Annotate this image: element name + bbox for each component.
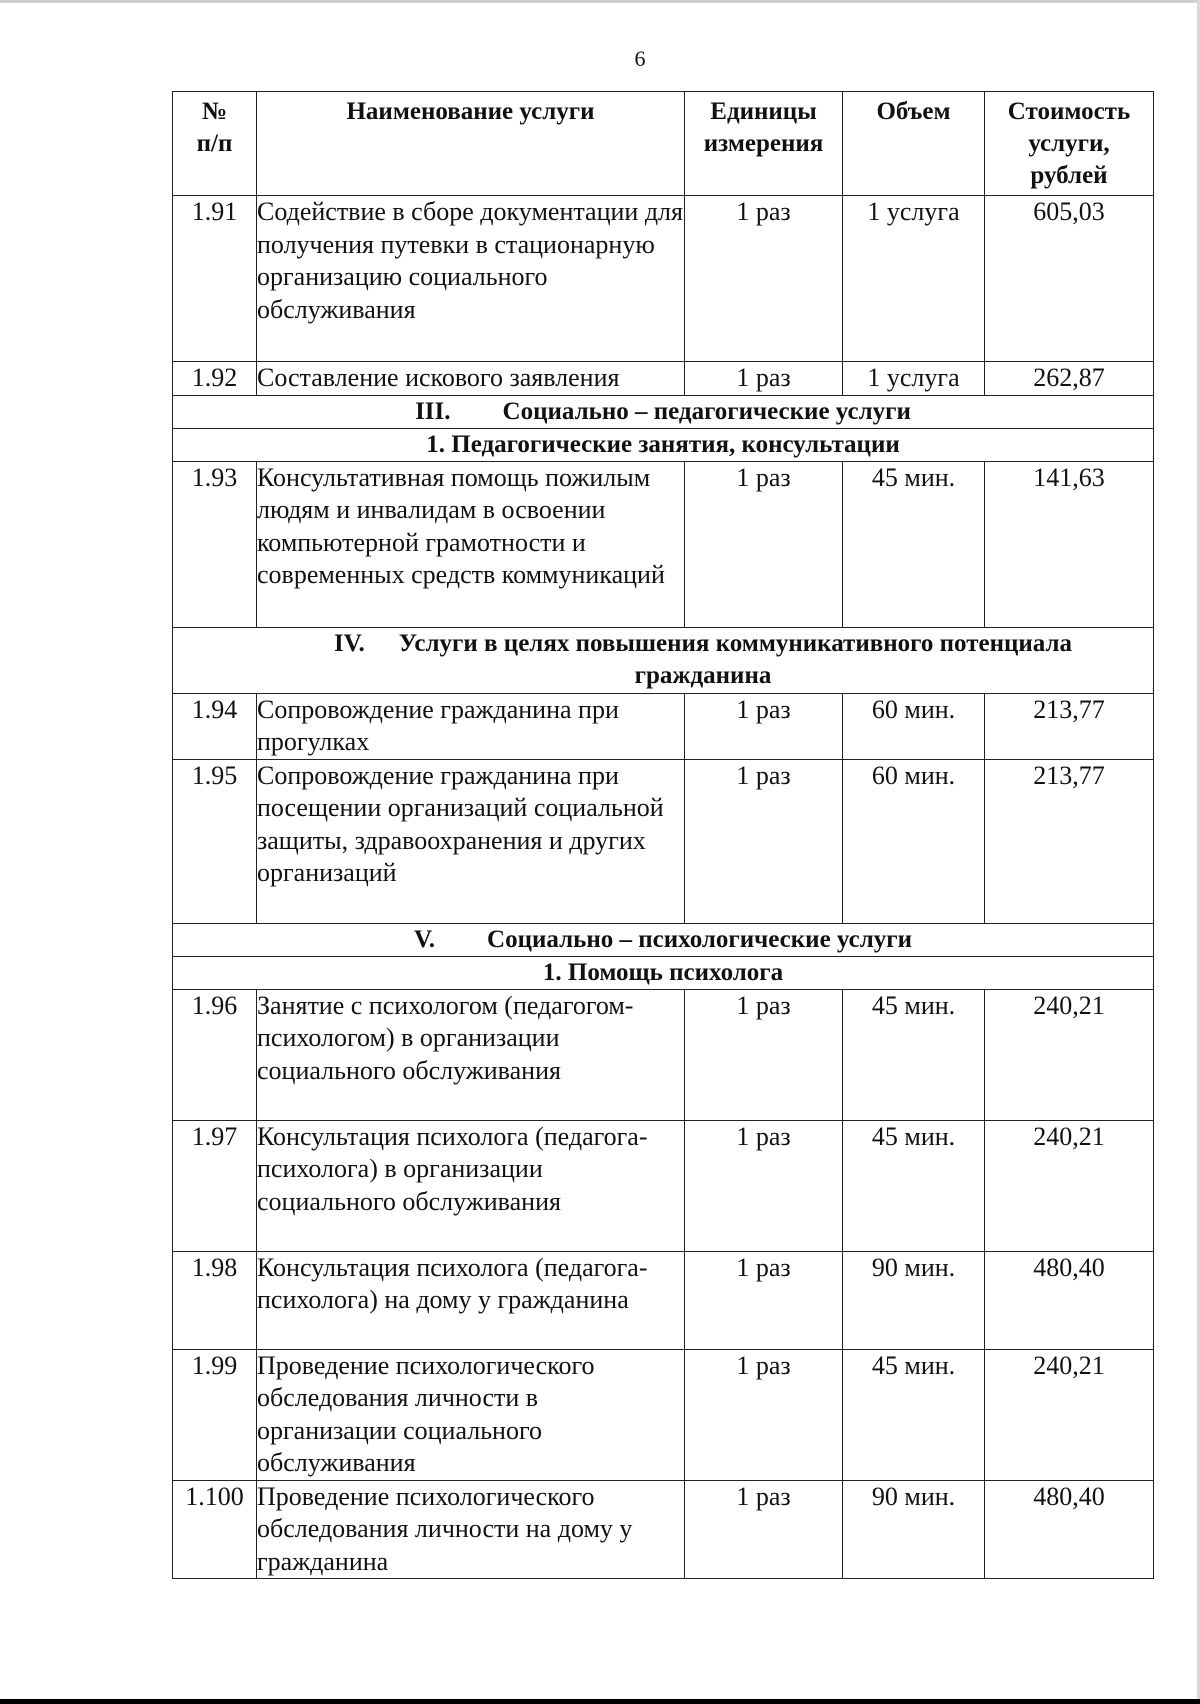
row-num: 1.95 [173,759,257,923]
row-cost: 213,77 [985,693,1154,759]
row-unit: 1 раз [685,693,843,759]
row-cost: 240,21 [985,1120,1154,1251]
row-volume: 45 мин. [843,989,985,1120]
row-num: 1.91 [173,196,257,362]
row-name: Проведение психологического обследования личности на дому у гражданина [257,1480,685,1579]
row-name: Консультация психолога (педагога-психолога) в организации социального обслуживания [257,1120,685,1251]
row-name: Консультативная помощь пожилым людям и инвалидам в освоении компьютерной грамотности и современных средств коммуникаций [257,461,685,627]
scan-edge-top [0,0,1200,3]
row-num: 1.94 [173,693,257,759]
table-row [173,362,1154,396]
row-volume: 90 мин. [843,1251,985,1349]
section-title [173,923,1154,956]
row-num: 1.98 [173,1251,257,1349]
row-unit: 1 раз [685,1480,843,1579]
row-unit: 1 раз [685,362,843,396]
row-cost: 240,21 [985,1349,1154,1480]
row-volume: 60 мин. [843,693,985,759]
services-price-table [172,91,1154,1579]
row-unit: 1 раз [685,759,843,923]
section-roman: IV. [333,629,365,657]
row-volume: 1 услуга [843,196,985,362]
section-roman: III. [415,397,451,425]
row-cost: 480,40 [985,1480,1154,1579]
row-name: Консультация психолога (педагога-психолога) на дому у гражданина [257,1251,685,1349]
section-title-text: Социально – психологические услуги [487,925,913,953]
section-roman: V. [413,925,436,953]
row-num: 1.96 [173,989,257,1120]
subsection-title: 1. Педагогические занятия, консультации [173,428,1154,461]
row-name: Содействие в сборе документации для получения путевки в стационарную организацию социального обслуживания [257,196,685,362]
table-header-row [173,92,1154,196]
row-unit: 1 раз [685,1120,843,1251]
scan-edge-bottom [0,1699,1200,1704]
table-row [173,196,1154,362]
row-unit: 1 раз [685,989,843,1120]
section-title-text: Услуги в целях повышения коммуникативного потенциала гражданина [398,629,1073,689]
row-name: Составление искового заявления [257,362,685,396]
table-row [173,1251,1154,1349]
page-number: 6 [634,46,646,71]
section-title [173,627,1154,693]
row-num: 1.93 [173,461,257,627]
section-header-5 [173,923,1154,956]
row-volume: 1 услуга [843,362,985,396]
table-row [173,989,1154,1120]
header-unit: Единицы измерения [685,92,843,196]
row-volume: 45 мин. [843,461,985,627]
subsection-header-3-1 [173,428,1154,461]
subsection-header-5-1 [173,956,1154,989]
row-cost: 240,21 [985,989,1154,1120]
section-header-4 [173,627,1154,693]
table-row [173,1480,1154,1579]
header-cost: Стоимость услуги, рублей [985,92,1154,196]
subsection-title: 1. Помощь психолога [173,956,1154,989]
section-header-3 [173,395,1154,428]
row-volume: 45 мин. [843,1120,985,1251]
row-cost: 605,03 [985,196,1154,362]
row-cost: 213,77 [985,759,1154,923]
row-unit: 1 раз [685,1349,843,1480]
header-volume: Объем [843,92,985,196]
header-num: № п/п [173,92,257,196]
row-num: 1.99 [173,1349,257,1480]
section-title-text: Социально – педагогические услуги [502,397,911,425]
row-num: 1.92 [173,362,257,396]
table-row [173,759,1154,923]
row-unit: 1 раз [685,196,843,362]
row-unit: 1 раз [685,1251,843,1349]
row-volume: 45 мин. [843,1349,985,1480]
row-volume: 60 мин. [843,759,985,923]
header-name: Наименование услуги [257,92,685,196]
row-num: 1.100 [173,1480,257,1579]
section-title [173,395,1154,428]
row-name: Проведение психологического обследования личности в организации социального обслуживания [257,1349,685,1480]
row-name: Сопровождение гражданина при прогулках [257,693,685,759]
table-row [173,1120,1154,1251]
row-name: Сопровождение гражданина при посещении организаций социальной защиты, здравоохранения и других организаций [257,759,685,923]
row-cost: 262,87 [985,362,1154,396]
row-volume: 90 мин. [843,1480,985,1579]
table-row [173,461,1154,627]
row-cost: 480,40 [985,1251,1154,1349]
table-row [173,693,1154,759]
row-name: Занятие с психологом (педагогом-психологом) в организации социального обслуживания [257,989,685,1120]
row-num: 1.97 [173,1120,257,1251]
row-cost: 141,63 [985,461,1154,627]
table-row [173,1349,1154,1480]
row-unit: 1 раз [685,461,843,627]
